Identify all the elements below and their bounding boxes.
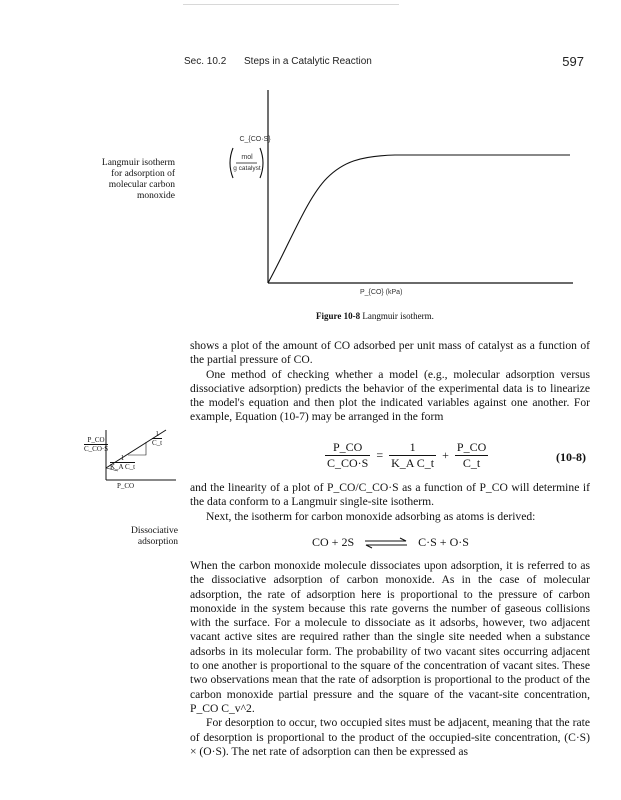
- small-x-label: P_CO: [117, 482, 135, 490]
- eq-equals: =: [376, 448, 384, 462]
- slope-label: [152, 430, 162, 447]
- x-axis-label: P_{CO} (kPa): [360, 289, 403, 296]
- intercept-label: [110, 454, 135, 471]
- eq-term1-num: 1: [389, 440, 436, 456]
- margin-note-langmuir: [40, 158, 175, 202]
- body-block-3: [190, 559, 590, 759]
- eq-term1: [389, 440, 436, 471]
- small-y-label-den: C_CO·S: [84, 445, 109, 453]
- equation-number: (10-8): [556, 450, 586, 464]
- intercept-den: K_A C_t: [110, 463, 136, 471]
- section-title: Steps in a Catalytic Reaction: [244, 56, 372, 67]
- eq-lhs: [325, 440, 370, 471]
- top-rule: [183, 4, 399, 5]
- eq-term1-den: K_A C_t: [391, 456, 435, 470]
- margin-note-line: adsorption: [137, 537, 178, 547]
- margin-note-dissociative: [40, 526, 178, 548]
- y-axis-unit-bottom: g catalyst: [233, 165, 261, 172]
- small-y-label: [84, 436, 108, 453]
- paragraph: shows a plot of the amount of CO adsorbed per unit mass of catalyst as a function of the partial pressure of CO.: [190, 339, 590, 367]
- dissociation-reaction: [312, 535, 469, 550]
- margin-note-line: for adsorption of: [111, 169, 175, 179]
- y-axis-symbol: C_{CO·S}: [239, 136, 271, 143]
- eq-plus: +: [442, 448, 449, 462]
- page-number: 597: [562, 54, 584, 69]
- paragraph: Next, the isotherm for carbon monoxide adsorbing as atoms is derived:: [206, 509, 536, 523]
- equilibrium-arrows-icon: [363, 537, 409, 549]
- reaction-lhs: CO + 2S: [312, 535, 355, 549]
- eq-term2-num: P_CO: [456, 440, 487, 454]
- eq-lhs-num: P_CO: [325, 440, 370, 456]
- margin-note-line: molecular carbon: [108, 180, 175, 190]
- paragraph: When the carbon monoxide molecule dissociates upon adsorption, it is referred to as the dissociative adsorption of carbon monoxide. As in the case of molecular adsorption, the rate of adsorption here is proportional to the pressure of carbon monoxide in the system because this rate governs the number of gaseous collisions with the surface. For a molecule to dissociate as it adsorbs, however, two adjacent vacant active sites are required rather than the single site needed when a substance adsorbs in its molecular form. The probability of two vacant sites occurring adjacent to one another is proportional to the square of the concentration of vacant sites. These two observations mean that the rate of adsorption is proportional to the product of the carbon monoxide partial pressure and the square of the vacant-site concentration, P_CO C_v^2.: [190, 559, 590, 715]
- body-block-2: [190, 481, 590, 524]
- margin-note-line: monoxide: [137, 191, 175, 201]
- langmuir-isotherm-figure: [225, 88, 585, 303]
- intercept-num: 1: [110, 454, 135, 463]
- figure-caption-label: Figure 10-8: [316, 311, 361, 321]
- equation-10-8: [325, 440, 488, 471]
- margin-note-line: Langmuir isotherm: [101, 158, 175, 168]
- paragraph: One method of checking whether a model (e.g., molecular adsorption versus dissociative adsorption) predicts the behavior of the experimental data is to linearize the model's equation and then plot the indicated variables against one another. For example, Equation (10-7) may be arranged in the form: [190, 367, 590, 424]
- right-paren: [260, 148, 263, 178]
- figure-caption: [316, 311, 434, 321]
- reaction-rhs: C·S + O·S: [418, 535, 469, 549]
- figure-caption-text: Langmuir isotherm.: [362, 311, 434, 321]
- paragraph: For desorption to occur, two occupied sites must be adjacent, meaning that the rate of desorption is proportional to the product of the occupied-site concentration, (C·S) × (O·S). The net rate of adsorption can then be expressed as: [190, 716, 590, 758]
- margin-note-line: Dissociative: [131, 526, 178, 536]
- body-block-1: [190, 339, 590, 425]
- small-y-label-num: P_CO: [84, 436, 108, 445]
- isotherm-curve: [268, 155, 570, 283]
- paragraph: and the linearity of a plot of P_CO/C_CO·S as a function of P_CO will determine if the data conform to a Langmuir single-site isotherm.: [190, 481, 590, 509]
- slope-den: C_t: [152, 439, 163, 447]
- section-number: Sec. 10.2: [184, 56, 227, 67]
- eq-term2: [455, 440, 488, 471]
- eq-lhs-den: C_CO·S: [327, 456, 369, 470]
- y-axis-unit-top: mol: [241, 154, 253, 161]
- left-paren: [230, 148, 233, 178]
- slope-num: 1: [152, 430, 162, 439]
- eq-term2-den: C_t: [462, 456, 481, 470]
